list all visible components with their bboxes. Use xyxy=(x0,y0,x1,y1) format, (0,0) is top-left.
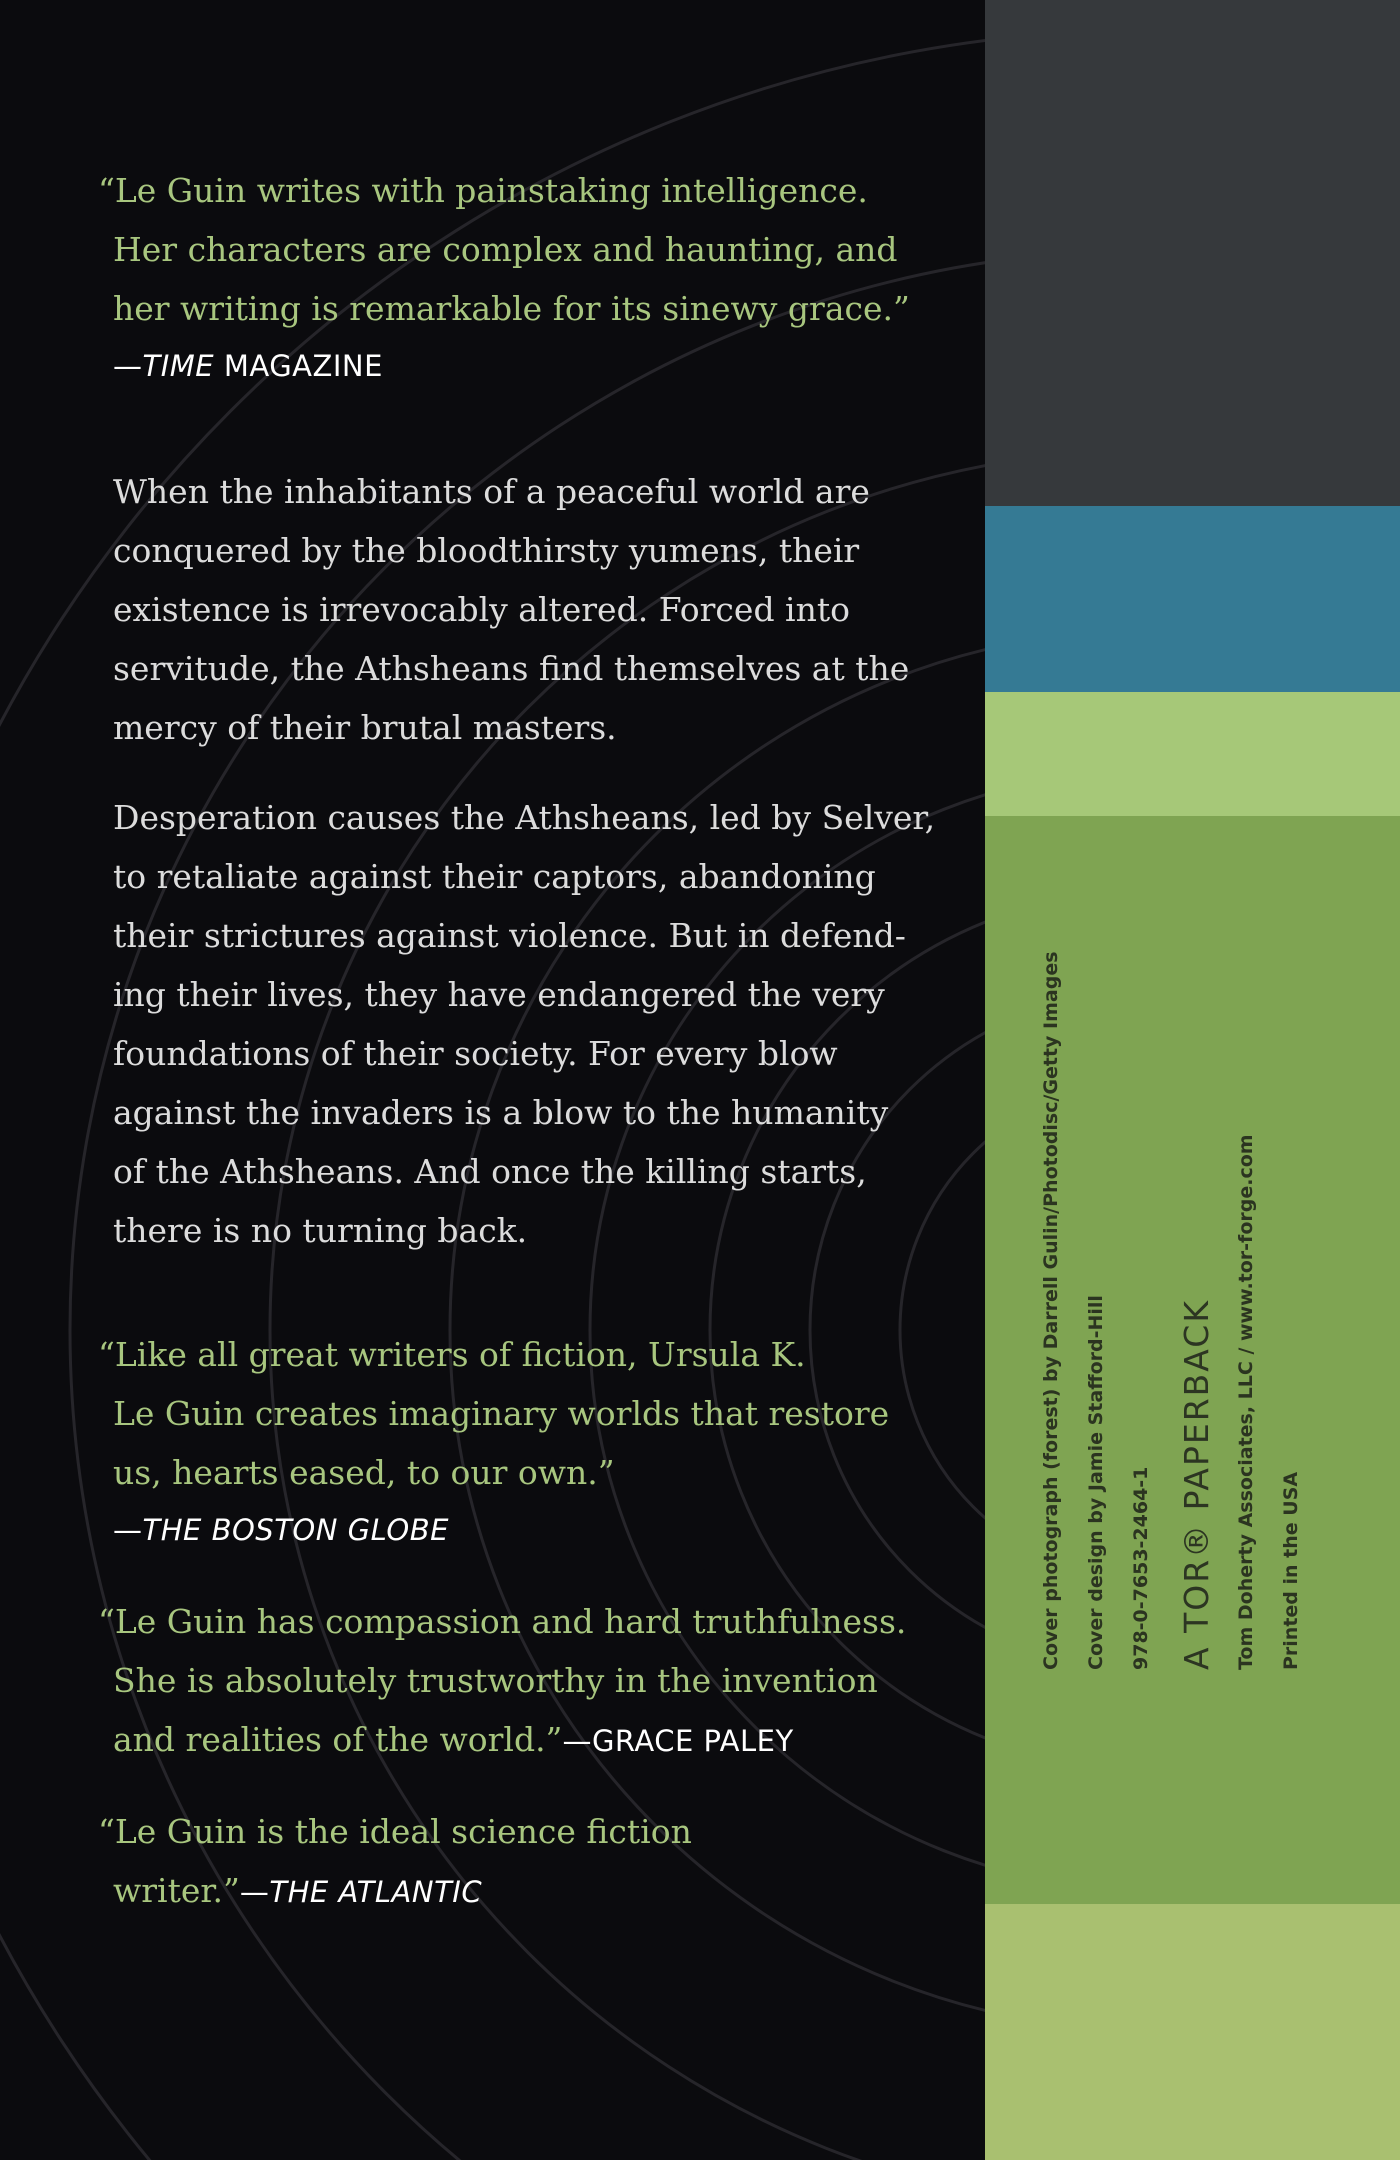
description-line: their strictures against violence. But in defend- xyxy=(113,916,906,955)
description-line: against the invaders is a blow to the humanity xyxy=(113,1093,889,1132)
description-line: foundations of their society. For every blow xyxy=(113,1034,838,1073)
quote-line: “Le Guin has compassion and hard truthfulness. xyxy=(98,1602,907,1641)
description-line: conquered by the bloodthirsty yumens, their xyxy=(113,531,860,570)
description-line: mercy of their brutal masters. xyxy=(113,708,617,747)
quote-line: us, hearts eased, to our own.” xyxy=(113,1453,615,1492)
quote-line: writer.”—THE ATLANTIC xyxy=(113,1871,483,1910)
quote-boston-globe xyxy=(98,1325,889,1558)
quote-line: her writing is remarkable for its sinewy grace.” xyxy=(113,289,910,328)
quote-attribution: —TIME MAGAZINE xyxy=(113,349,383,383)
description-line: When the inhabitants of a peaceful world are xyxy=(113,472,870,511)
description-line: to retaliate against their captors, abandoning xyxy=(113,857,876,896)
quote-attribution: —THE BOSTON GLOBE xyxy=(113,1513,449,1547)
quote-line: Her characters are complex and haunting, and xyxy=(113,230,898,269)
quote-line: “Like all great writers of fiction, Ursula K. xyxy=(98,1335,806,1374)
cover-design-credit: Cover design by Jamie Stafford-Hill xyxy=(1085,1295,1107,1670)
description-line: ing their lives, they have endangered the very xyxy=(113,975,885,1014)
quote-line: Le Guin creates imaginary worlds that restore xyxy=(113,1394,890,1433)
description-line: servitude, the Athsheans find themselves at the xyxy=(113,649,910,688)
publisher-info: Tom Doherty Associates, LLC / www.tor-forge.com xyxy=(1235,1134,1257,1670)
description-line: Desperation causes the Athsheans, led by Selver, xyxy=(113,798,936,837)
printed-in: Printed in the USA xyxy=(1280,1471,1302,1670)
description-paragraph-1 xyxy=(113,462,909,757)
description-line: existence is irrevocably altered. Forced into xyxy=(113,590,850,629)
quote-time xyxy=(98,161,910,394)
band-teal xyxy=(985,506,1400,692)
description-line: there is no turning back. xyxy=(113,1211,528,1250)
isbn: 978-0-7653-2464-1 xyxy=(1130,1466,1152,1670)
quote-attribution: —THE ATLANTIC xyxy=(239,1875,483,1909)
quote-line: and realities of the world.”—GRACE PALEY xyxy=(113,1720,794,1759)
quote-atlantic xyxy=(98,1802,692,1922)
cover-photo-credit: Cover photograph (forest) by Darrell Gulin/Photodisc/Getty Images xyxy=(1040,951,1062,1670)
band-light-green xyxy=(985,692,1400,816)
description-line: of the Athsheans. And once the killing starts, xyxy=(113,1152,867,1191)
band-charcoal xyxy=(985,0,1400,506)
band-pale-green xyxy=(985,1904,1400,2160)
quote-line: “Le Guin is the ideal science fiction xyxy=(98,1812,692,1851)
quote-attribution: —GRACE PALEY xyxy=(562,1724,794,1758)
description-paragraph-2 xyxy=(113,788,935,1260)
quote-grace-paley xyxy=(98,1592,906,1771)
quote-line: “Le Guin writes with painstaking intelligence. xyxy=(98,171,868,210)
imprint-label: A TOR® PAPERBACK xyxy=(1177,1299,1216,1670)
quote-line: She is absolutely trustworthy in the invention xyxy=(113,1661,878,1700)
